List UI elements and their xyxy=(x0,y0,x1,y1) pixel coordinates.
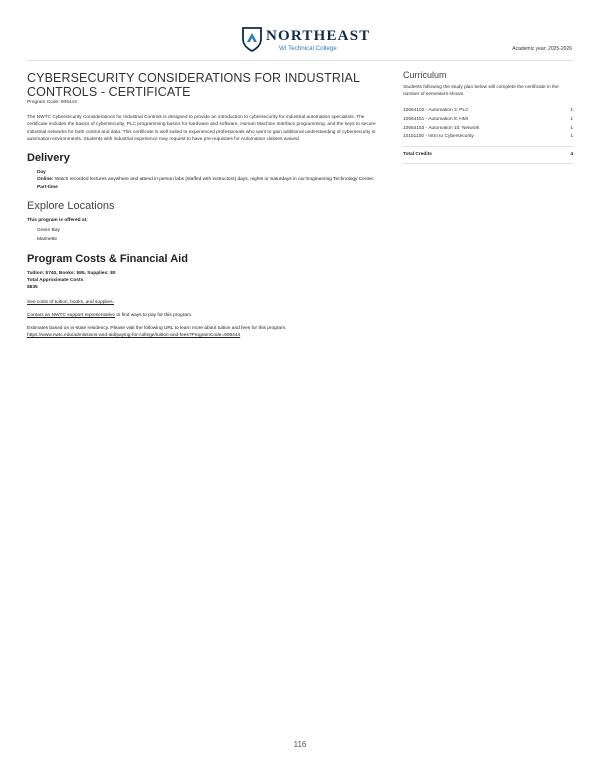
contact-row xyxy=(27,312,379,319)
curriculum-sidebar xyxy=(403,70,573,164)
academic-year: Academic year: 2025-2026 xyxy=(512,46,572,52)
total-credits-label: Total Credits xyxy=(403,152,432,158)
locations-offered-at: This program is offered at: xyxy=(27,218,88,224)
costs-total-label: Total Approximate Costs xyxy=(27,278,84,284)
tuition-url-link[interactable]: https://www.nwtc.edu/admissions-and-aid/paying-for-college/tuition-and-fees?ProgramCode=906444 xyxy=(27,333,241,339)
course-credits: 1 xyxy=(570,125,573,131)
estimates-paragraph xyxy=(27,325,379,339)
locations-heading: Explore Locations xyxy=(27,200,115,213)
program-title: CYBERSECURITY CONSIDERATIONS FOR INDUSTRIAL CONTROLS - CERTIFICATE xyxy=(27,71,360,99)
costs-heading: Program Costs & Financial Aid xyxy=(27,253,188,266)
contact-support-link[interactable]: Contact an NWTC support representative xyxy=(27,312,115,318)
estimates-text: Estimates based on in-state residency. Please visit the following URL to learn more about tuition and fees for this program. xyxy=(27,326,287,332)
shield-icon xyxy=(241,26,263,52)
costs-total-value: $835 xyxy=(27,285,38,291)
logo-subtitle: WI Technical College xyxy=(279,45,337,52)
page-number: 116 xyxy=(293,740,307,749)
location-item: Green Bay xyxy=(37,228,60,234)
course-credits: 1 xyxy=(570,117,573,123)
program-description: The NWTC Cybersecurity Considerations for Industrial Controls is designed to provide an introduction to cybersecurity for industrial automation specialists. The certificate includes the basics of cybersecurity, PLC programming basics for hardware and software, Human Machine Interface programming, and the keys to secure industrial networks for both control and data. This certificate is well suited to experienced professionals who want to gain additional understanding of cybersecurity in automation environments. Students with industrial experience may request to have pre-requisites for Automation classes waived. xyxy=(27,115,376,142)
delivery-online-label: Online: xyxy=(37,177,54,183)
see-costs-row xyxy=(27,299,379,306)
main-content xyxy=(27,71,379,340)
delivery-online-text: Watch recorded lectures anywhere and attend in person labs (staffed with instructors) days, nights or Saturdays in our Engineering Technology Center. xyxy=(54,177,375,183)
see-costs-link[interactable]: See costs of tuition, books, and supplies. xyxy=(27,299,114,305)
header-divider xyxy=(27,60,573,61)
course-name: 10151100 - Intro to Cybersecurity xyxy=(403,134,474,140)
course-name: 10664151 - Automation 8: HMI xyxy=(403,117,469,123)
program-code: Program Code: 906444 xyxy=(27,100,77,105)
delivery-parttime-label: Part-time xyxy=(37,184,58,190)
course-name: 10664153 - Automation 10: Network xyxy=(403,125,480,131)
location-item: Marinette xyxy=(37,236,57,242)
delivery-day-label: Day xyxy=(37,170,46,176)
costs-tuition-line: Tuition: $740, Books: $95, Supplies: $0 xyxy=(27,271,116,277)
curriculum-divider xyxy=(403,146,573,147)
course-row xyxy=(403,108,573,117)
curriculum-intro: Students following the study plan below will complete the certificate in the number of semesters shown. xyxy=(403,85,559,98)
curriculum-bottom-divider xyxy=(403,163,573,164)
course-row xyxy=(403,134,573,143)
college-logo xyxy=(241,26,371,56)
total-credits-value: 4 xyxy=(570,152,573,158)
delivery-heading: Delivery xyxy=(27,152,70,165)
course-row xyxy=(403,117,573,126)
delivery-options xyxy=(27,169,379,191)
course-credits: 1 xyxy=(570,134,573,140)
course-name: 10664102 - Automation 3: PLC xyxy=(403,108,469,114)
course-credits: 1 xyxy=(570,108,573,114)
locations-list xyxy=(27,227,379,244)
logo-brand-text: NORTHEAST xyxy=(266,28,371,44)
total-credits-row xyxy=(403,152,573,160)
costs-summary xyxy=(27,270,379,292)
contact-rest-text: to find ways to pay for this program. xyxy=(114,312,193,318)
delivery-online xyxy=(37,176,379,183)
curriculum-heading: Curriculum xyxy=(403,70,447,80)
course-list xyxy=(403,108,573,143)
